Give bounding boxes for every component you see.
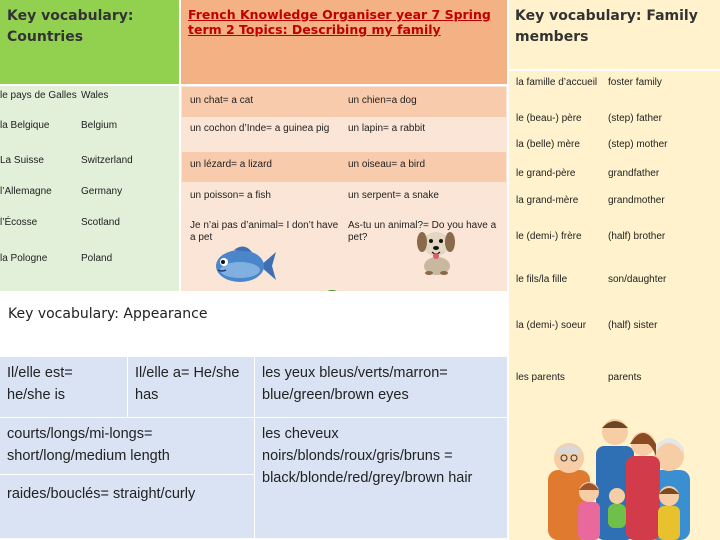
- animal-row: [182, 87, 506, 117]
- animal-c1: Je n’ai pas d’animal= I don’t have a pet: [190, 220, 339, 243]
- divider: [179, 0, 181, 291]
- family-en: grandfather: [608, 168, 660, 179]
- family-fr: la famille d’accueil: [516, 77, 598, 88]
- country-fr: la Belgique: [0, 120, 50, 131]
- family-fr: le grand-père: [516, 168, 576, 179]
- family-fr: le fils/la fille: [516, 274, 568, 285]
- appearance-eyes: les yeux bleus/verts/marron= blue/green/brown eyes: [255, 357, 508, 417]
- country-en: Scotland: [81, 217, 120, 228]
- divider: [0, 84, 508, 86]
- family-en: (half) sister: [608, 320, 658, 331]
- country-en: Wales: [81, 90, 109, 101]
- appearance-header: [0, 291, 508, 355]
- country-fr: la Pologne: [0, 253, 48, 264]
- family-en: (step) mother: [608, 139, 668, 150]
- family-en: (half) brother: [608, 231, 666, 242]
- family-en: grandmother: [608, 195, 665, 206]
- family-en: (step) father: [608, 113, 662, 124]
- country-en: Belgium: [81, 120, 118, 131]
- animal-c2: As-tu un animal?= Do you have a pet?: [348, 220, 497, 243]
- animal-c2: un serpent= a snake: [348, 190, 439, 201]
- appearance-title: Key vocabulary: Appearance: [8, 306, 208, 322]
- animal-c2: un chien=a dog: [348, 95, 417, 106]
- family-fr: le (beau-) père: [516, 113, 582, 124]
- family-fr: la grand-mère: [516, 195, 579, 206]
- country-en: Switzerland: [81, 155, 133, 166]
- animal-row: [182, 152, 506, 182]
- divider: [508, 69, 720, 71]
- animal-c1: un poisson= a fish: [190, 190, 271, 201]
- animal-c2: un oiseau= a bird: [348, 159, 426, 170]
- family-fr: les parents: [516, 372, 565, 383]
- country-fr: La Suisse: [0, 155, 44, 166]
- animal-c1: un lézard= a lizard: [190, 159, 272, 170]
- divider: [507, 0, 509, 540]
- family-fr: la (belle) mère: [516, 139, 580, 150]
- fish-icon: [214, 244, 276, 288]
- appearance-length: courts/longs/mi-longs= short/long/medium length: [0, 418, 254, 474]
- country-fr: l’Allemagne: [0, 186, 52, 197]
- country-fr: le pays de Galles: [0, 90, 77, 101]
- family-illustration: [508, 410, 720, 540]
- family-en: parents: [608, 372, 642, 383]
- appearance-hair: les cheveux noirs/blonds/roux/gris/bruns = black/blonde/red/grey/brown hair: [255, 418, 508, 538]
- family-fr: le (demi-) frère: [516, 231, 582, 242]
- animal-c1: un cochon d’Inde= a guinea pig: [190, 123, 330, 134]
- family-en: son/daughter: [608, 274, 667, 285]
- country-en: Germany: [81, 186, 123, 197]
- family-title: Key vocabulary: Family members: [515, 8, 698, 45]
- family-en: foster family: [608, 77, 662, 88]
- animal-c2: un lapin= a rabbit: [348, 123, 426, 134]
- appearance-a: Il/elle a= He/she has: [128, 357, 254, 417]
- country-fr: l’Écosse: [0, 217, 38, 228]
- country-en: Poland: [81, 253, 113, 264]
- appearance-style: raides/bouclés= straight/curly: [0, 475, 254, 538]
- animal-c1: un chat= a cat: [190, 95, 254, 106]
- countries-title: Key vocabulary: Countries: [7, 8, 134, 45]
- appearance-est: Il/elle est= he/she is: [0, 357, 127, 417]
- family-fr: la (demi-) soeur: [516, 320, 587, 331]
- dog-icon: [412, 226, 460, 276]
- page-title: French Knowledge Organiser year 7 Spring term 2 Topics: Describing my family: [188, 7, 491, 37]
